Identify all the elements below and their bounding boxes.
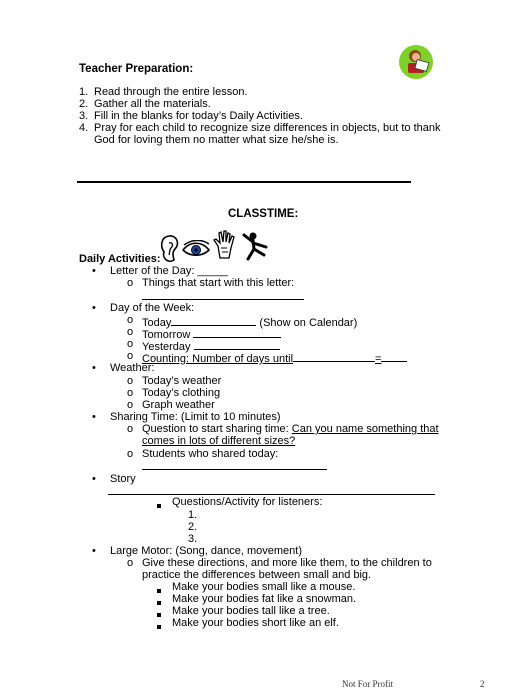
question-text-cont: comes in lots of different sizes? — [142, 435, 296, 447]
large-motor: Large Motor: (Song, dance, movement) — [110, 545, 302, 557]
numbered-item: 1. — [188, 509, 198, 521]
bullet-square — [157, 500, 161, 511]
bullet-square — [157, 609, 161, 620]
counting-equals: = — [375, 353, 382, 365]
yesterday-label: Yesterday — [142, 341, 191, 353]
bullet-circle: o — [127, 326, 134, 338]
prep-item-num: 2. — [79, 98, 89, 110]
prep-item-text: Pray for each child to recognize size differences in objects, but to thank — [94, 122, 441, 134]
bullet-circle: o — [127, 399, 134, 411]
bullet-circle: o — [127, 314, 134, 326]
tomorrow-label: Tomorrow — [142, 329, 191, 341]
bullet-disc: • — [92, 545, 96, 557]
day-of-week: Day of the Week: — [110, 302, 195, 314]
movement-icon — [240, 231, 270, 261]
bullet-disc: • — [92, 411, 96, 423]
blank-line — [142, 299, 304, 300]
weather: Weather: — [110, 362, 155, 374]
weather-item: Today’s weather — [142, 375, 222, 387]
prep-item-num: 3. — [79, 110, 89, 122]
prep-item-text: Read through the entire lesson. — [94, 86, 248, 98]
counting-blank-2 — [381, 351, 407, 362]
prep-item-text-cont: God for loving them no matter what size he/she is. — [94, 134, 339, 146]
yesterday-blank — [194, 339, 280, 350]
numbered-item: 3. — [188, 533, 198, 545]
eye-icon — [182, 240, 210, 258]
bullet-disc: • — [92, 302, 96, 314]
bullet-disc: • — [92, 265, 96, 277]
bullet-circle: o — [127, 338, 134, 350]
motor-item: Make your bodies short like an elf. — [172, 617, 339, 629]
prep-item-text: Gather all the materials. — [94, 98, 211, 110]
bullet-circle: o — [127, 387, 134, 399]
today-blank — [171, 315, 256, 326]
prep-item-num: 1. — [79, 86, 89, 98]
bullet-circle: o — [127, 375, 134, 387]
bullet-square — [157, 585, 161, 596]
questions-listeners: Questions/Activity for listeners: — [172, 496, 323, 508]
bullet-square — [157, 597, 161, 608]
section-divider — [77, 181, 411, 183]
students-shared: Students who shared today: — [142, 448, 279, 460]
directions-cont: practice the differences between small and big. — [142, 569, 372, 581]
bullet-disc: • — [92, 473, 96, 485]
today-note: (Show on Calendar) — [259, 317, 358, 329]
bullet-circle: o — [127, 277, 134, 289]
bullet-circle: o — [127, 423, 134, 435]
bullet-circle: o — [127, 350, 134, 362]
motor-item: Make your bodies fat like a snowman. — [172, 593, 357, 605]
letter-of-day: Letter of the Day: _____ — [110, 265, 229, 277]
question-text: Can you name something that — [291, 423, 439, 435]
reading-child-icon — [398, 44, 434, 80]
ear-icon — [158, 234, 180, 264]
story: Story — [110, 473, 136, 485]
sharing-time: Sharing Time: (Limit to 10 minutes) — [110, 411, 281, 423]
motor-item: Make your bodies small like a mouse. — [172, 581, 356, 593]
classtime-heading: CLASSTIME: — [228, 208, 299, 220]
counting-blank — [293, 351, 375, 362]
bullet-square — [157, 621, 161, 632]
counting-row — [142, 351, 407, 365]
numbered-item: 2. — [188, 521, 198, 533]
weather-item: Today’s clothing — [142, 387, 221, 399]
bullet-circle: o — [127, 448, 134, 460]
motor-item: Make your bodies tall like a tree. — [172, 605, 330, 617]
bullet-disc: • — [92, 362, 96, 374]
blank-line — [142, 469, 327, 470]
bullet-circle: o — [127, 557, 134, 569]
daily-activities-heading: Daily Activities: — [79, 253, 161, 265]
today-label: Today — [142, 317, 172, 329]
page-number: 2 — [480, 679, 485, 689]
sharing-question — [142, 424, 439, 435]
letter-things: Things that start with this letter: — [142, 277, 295, 289]
tomorrow-blank — [193, 327, 281, 338]
footer-note: Not For Profit — [342, 679, 394, 689]
directions: Give these directions, and more like them, to the children to — [142, 557, 432, 569]
teacher-prep-heading: Teacher Preparation: — [79, 63, 194, 75]
prep-item-num: 4. — [79, 122, 89, 134]
question-label: Question to start sharing time: — [142, 423, 289, 435]
counting-label: Counting: Number of days until — [142, 353, 294, 365]
hand-icon — [212, 230, 238, 260]
blank-line — [108, 494, 435, 495]
prep-item-text: Fill in the blanks for today’s Daily Activities. — [94, 110, 303, 122]
weather-item: Graph weather — [142, 399, 215, 411]
